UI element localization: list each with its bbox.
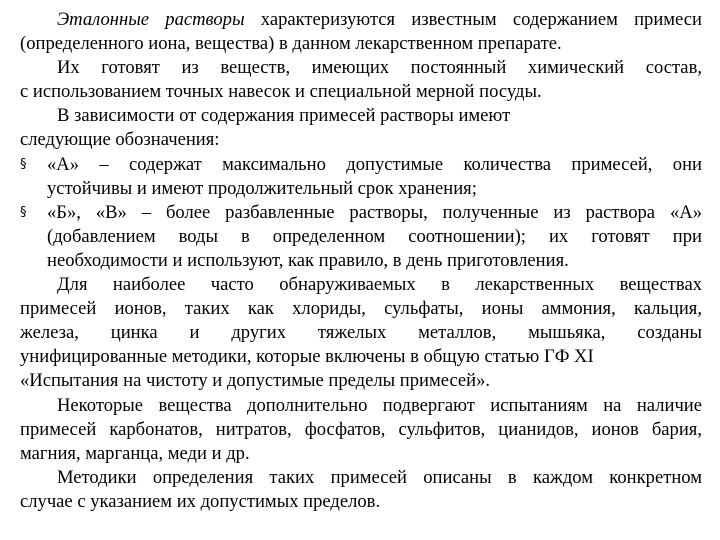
paragraph-2-line-1: Их готовят из веществ, имеющих постоянный химический состав, — [57, 57, 702, 79]
paragraph-4-line-3: железа, цинка и других тяжелых металлов, мышьяка, созданы — [20, 322, 702, 344]
paragraph-6-line-1: Методики определения таких примесей описаны в каждом конкретном — [57, 466, 702, 488]
bullet-marker-icon: § — [20, 204, 27, 220]
paragraph-2-line-2: с использованием точных навесок и специальной мерной посуды. — [20, 81, 542, 103]
paragraph-5-line-1: Некоторые вещества дополнительно подвергают испытаниям на наличие — [57, 394, 702, 416]
bullet-bv-line-1: «Б», «В» – более разбавленные растворы, полученные из раствора «А» — [47, 201, 702, 223]
bullet-item-a — [20, 153, 702, 201]
bullet-a-line-2: устойчивы и имеют продолжительный срок хранения; — [47, 177, 477, 199]
bullet-item-b-v — [20, 201, 702, 273]
paragraph-1-line-1-text: характеризуются известным содержанием примеси — [244, 9, 702, 30]
paragraph-1-line-2: (определенного иона, вещества) в данном лекарственном препарате. — [20, 33, 562, 55]
paragraph-4-line-4: унифицированные методики, которые включены в общую статью ГФ XI — [20, 346, 594, 368]
paragraph-3-line-2: следующие обозначения: — [20, 129, 220, 151]
paragraph-5-line-3: магния, марганца, меди и др. — [20, 442, 250, 464]
bullet-a-line-1: «А» – содержат максимально допустимые количества примесей, они — [47, 153, 702, 175]
paragraph-4-line-5: «Испытания на чистоту и допустимые пределы примесей». — [20, 370, 491, 392]
bullet-bv-line-3: необходимости и используют, как правило, в день приготовления. — [47, 249, 569, 271]
paragraph-4-line-2: примесей ионов, таких как хлориды, сульфаты, ионы аммония, кальция, — [20, 298, 702, 320]
paragraph-3-line-1: В зависимости от содержания примесей растворы имеют — [57, 105, 511, 127]
term-reference-solutions: Эталонные растворы — [57, 9, 245, 30]
bullet-bv-line-2: (добавлением воды в определенном соотношении); их готовят при — [47, 225, 702, 247]
paragraph-1-line-1 — [20, 8, 702, 32]
paragraph-5-line-2: примесей карбонатов, нитратов, фосфатов, сульфитов, цианидов, ионов бария, — [20, 418, 702, 440]
paragraph-6-line-2: случае с указанием их допустимых пределов. — [20, 490, 381, 512]
paragraph-4-line-1: Для наиболее часто обнаруживаемых в лекарственных веществах — [57, 274, 702, 296]
bullet-marker-icon: § — [20, 156, 27, 172]
